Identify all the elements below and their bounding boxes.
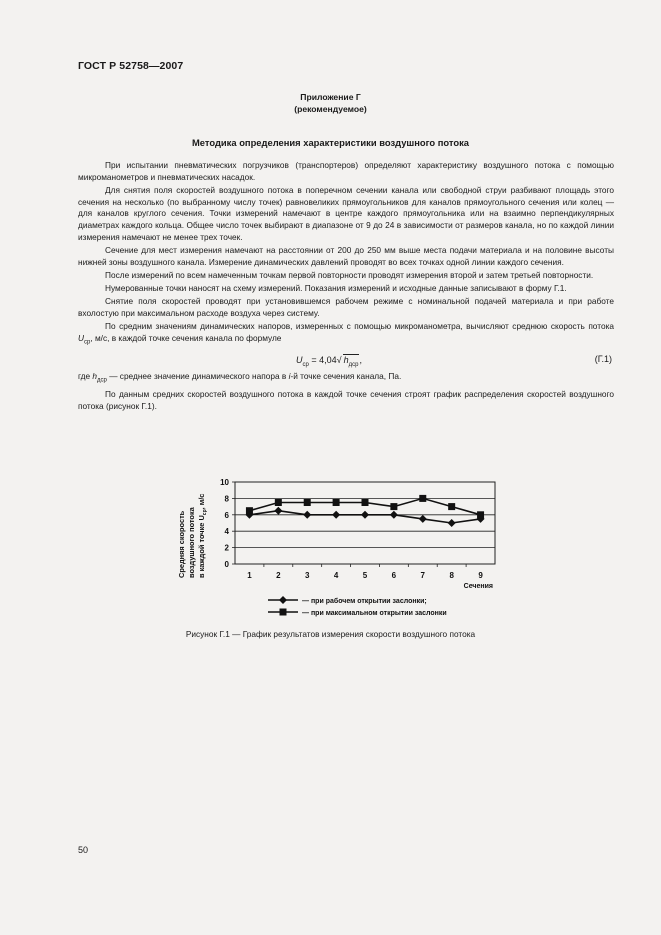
x-tick-label: 6 (391, 571, 397, 580)
series-2-point (275, 499, 282, 506)
y-axis-label: Средняя скоростьвоздушного потокав каждой точке $U_{ср}$, м/с (177, 493, 208, 578)
x-tick-label: 5 (362, 571, 368, 580)
x-tick-label: 2 (276, 571, 281, 580)
legend-marker (280, 609, 287, 616)
series-1-point (390, 511, 398, 519)
series-2-point (477, 511, 484, 518)
velocity-chart (170, 468, 510, 638)
x-tick-label: 8 (449, 571, 454, 580)
x-tick-label: 3 (304, 571, 310, 580)
page-number: 50 (78, 845, 89, 855)
paragraph: По данным средних скоростей воздушного потока в каждой точке сечения строят график распределения скоростей воздушного потока (рисунок Г.1). (78, 389, 614, 411)
legend-label: — при рабочем открытии заслонки; (302, 598, 427, 605)
series-1-point (332, 511, 340, 519)
appendix-status: (рекомендуемое) (294, 104, 367, 114)
series-2-point (246, 507, 253, 514)
series-2-point (390, 503, 397, 510)
appendix-title: Приложение Г (300, 92, 361, 102)
series-1-point (419, 515, 427, 523)
paragraph: При испытании пневматических погрузчиков (транспортеров) определяют характеристику воздушного потока с помощью микроманометров и пневматических насадок. (78, 160, 614, 182)
formula-g1 (78, 351, 614, 369)
x-axis-label: Сечения (463, 583, 493, 590)
series-2-point (419, 495, 426, 502)
series-2-point (362, 499, 369, 506)
section-title: Методика определения характеристики воздушного потока (192, 137, 469, 148)
y-tick-label: 6 (224, 510, 229, 520)
series-1-point (303, 511, 311, 519)
legend-label: — при максимальном открытии заслонки (302, 610, 447, 617)
y-tick-label: 10 (220, 478, 229, 487)
formula-number: (Г.1) (594, 354, 612, 365)
paragraph-formula-intro: По средним значениям динамических напоров, измеренных с помощью микроманометра, вычисляют среднюю скорость потока $U_{ср}$, м/с, в каждой точке сечения канала по формуле (78, 321, 614, 346)
legend-marker (279, 596, 287, 604)
paragraph: Нумерованные точки наносят на схему измерений. Показания измерений и исходные данные записывают в форму Г.1. (105, 283, 567, 294)
series-2-point (448, 503, 455, 510)
x-tick-label: 4 (333, 571, 339, 580)
series-1-point (274, 507, 282, 515)
formula-explanation: где $h_{дср}$ — среднее значение динамического напора в i-й точке сечения канала, Па. (78, 371, 402, 384)
x-tick-label: 1 (247, 571, 252, 580)
paragraph: Для снятия поля скоростей воздушного потока в поперечном сечении канала или свободной струи разбивают площадь этого сечения на несколько (по выбранному числу точек) равновеликих прямоугольников для каналов прямоугольного сечения или колец — для каналов круглого сечения. Точки измерений намечают в центре каждого прямоугольника или на взаимно перпендикулярных диаметрах каждого кольца. Общее число точек выбирают в диапазоне от 9 до 24 в зависимости от размеров канала, но по каждой линии измерения намечают не менее трех точек. (78, 184, 614, 242)
y-tick-label: 0 (224, 560, 229, 569)
series-2-point (333, 499, 340, 506)
paragraph: Снятие поля скоростей проводят при установившемся рабочем режиме с номинальной подачей материала и при работе вхолостую при максимальном расходе воздуха через систему. (78, 296, 614, 318)
series-1-point (448, 519, 456, 527)
standard-header: ГОСТ Р 52758—2007 (78, 60, 184, 72)
series-1-point (361, 511, 369, 519)
paragraph: Сечение для мест измерения намечают на расстоянии от 200 до 250 мм выше места подачи материала и на половине высоты нижней зоны воздушного канала. Измерение динамических давлений проводят во всех точках одной линии каждого сечения. (78, 244, 614, 267)
paragraph: После измерений по всем намеченным точкам первой повторности проводят измерения второй и затем третьей повторности. (105, 269, 594, 280)
series-2-point (304, 499, 311, 506)
y-tick-label: 4 (224, 527, 229, 537)
appendix-heading (0, 91, 661, 115)
y-tick-label: 8 (224, 494, 229, 504)
x-tick-label: 9 (478, 571, 483, 580)
x-tick-label: 7 (420, 571, 426, 580)
formula-expression: $U_{ср} = 4,04√$ $h_{дср}$, (296, 354, 362, 372)
body-text (78, 160, 614, 414)
y-tick-label: 2 (224, 543, 229, 553)
figure-caption: Рисунок Г.1 — График результатов измерения скорости воздушного потока (185, 629, 476, 639)
